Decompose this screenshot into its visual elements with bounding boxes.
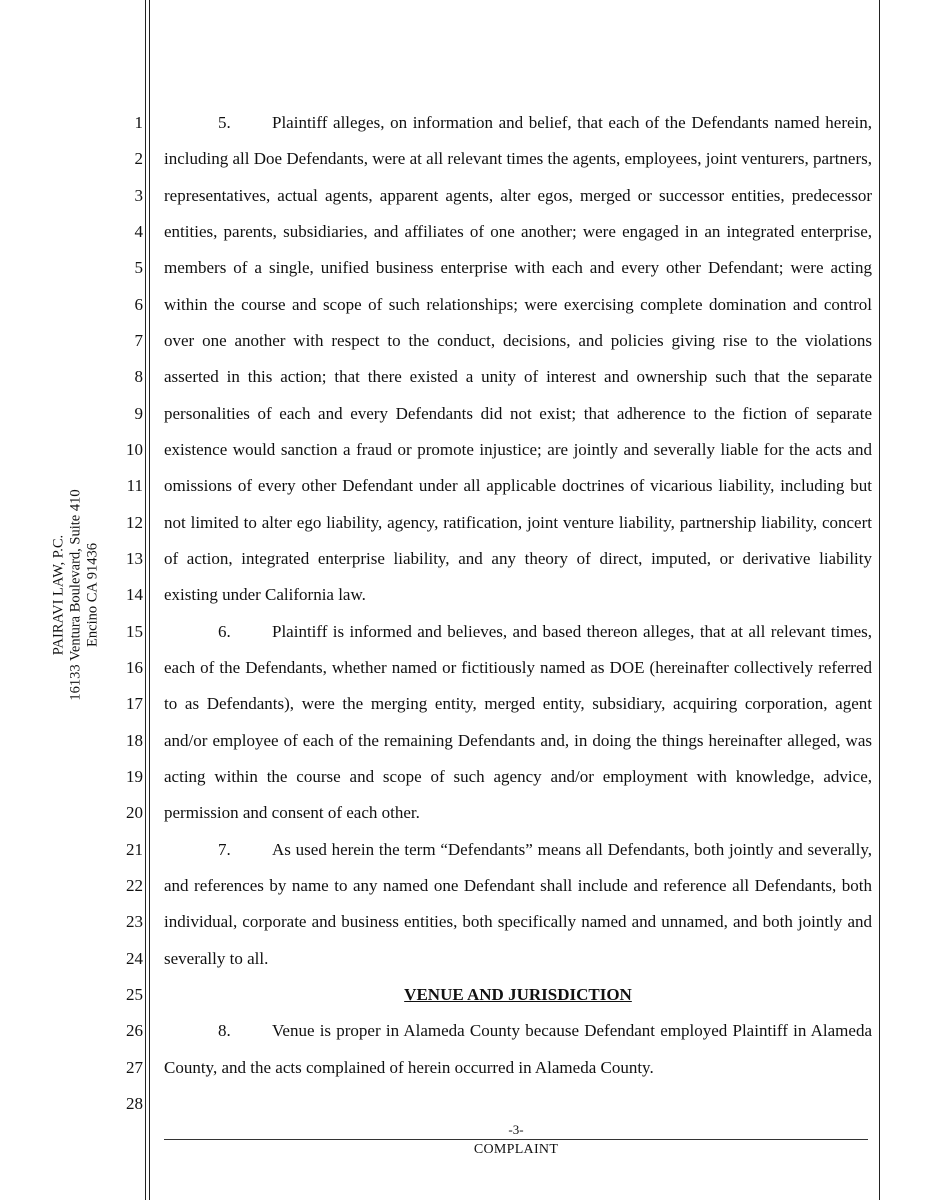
line-number: 19: [126, 766, 143, 786]
line-number: 8: [134, 367, 143, 387]
firm-name: PAIRAVI LAW, P.C.: [50, 534, 67, 656]
firm-city: Encino CA 91436: [84, 543, 101, 647]
paragraph-text: As used herein the term “Defendants” means all Defendants, both jointly and severally, and references by name to any named one Defendant shall include and reference all Defendants, both individual, corporate and business entities, both specifically named and unnamed, and both jointly and severally to all.: [164, 839, 872, 968]
right-margin-rule: [879, 0, 880, 1200]
line-number: 7: [134, 330, 143, 350]
paragraph-6: [164, 614, 872, 832]
line-number: 5: [134, 258, 143, 278]
paragraph-text: Venue is proper in Alameda County because Defendant employed Plaintiff in Alameda County, and the acts complained of herein occurred in Alameda County.: [164, 1021, 872, 1077]
line-number: 27: [126, 1057, 143, 1077]
footer-title: COMPLAINT: [473, 1142, 559, 1157]
line-number: 1: [134, 113, 143, 132]
paragraph-number: 7.: [218, 839, 231, 859]
line-number: 9: [134, 403, 143, 423]
section-heading: VENUE AND JURISDICTION: [404, 984, 632, 1004]
left-margin-rule-inner: [149, 0, 150, 1200]
line-number: 22: [126, 875, 143, 895]
line-number: 26: [126, 1021, 143, 1041]
line-number: 2: [134, 149, 143, 169]
complaint-body: [164, 105, 872, 1086]
line-number: 6: [134, 294, 143, 314]
line-number: 21: [126, 839, 143, 859]
line-number: 12: [126, 512, 143, 532]
line-number: 25: [126, 984, 143, 1004]
firm-address: 16133 Ventura Boulevard, Suite 410: [67, 489, 84, 701]
paragraph-number: 6.: [218, 621, 231, 641]
line-number: 3: [134, 185, 143, 205]
line-number: 18: [126, 730, 143, 750]
paragraph-number: 5.: [218, 113, 231, 132]
line-number: 20: [126, 803, 143, 823]
paragraph-text: Plaintiff alleges, on information and belief, that each of the Defendants named herein, including all Doe Defendants, were at all relevant times the agents, employees, joint venturers, partners, representatives, actual agents, apparent agents, alter egos, merged or successor entities, predecessor entities, parents, subsidiaries, and affiliates of one another; were engaged in an integrated enterprise, members of a single, unified business enterprise with each and every other Defendant; were acting within the course and scope of such relationships; were exercising complete domination and control over one another with respect to the conduct, decisions, and policies giving rise to the violations asserted in this action; that there existed a unity of interest and ownership such that the separate personalities of each and every Defendants did not exist; that adherence to the fiction of separate existence would sanction a fraud or promote injustice; are jointly and severally liable for the acts and omissions of every other Defendant under all applicable doctrines of vicarious liability, including but not limited to alter ego liability, agency, ratification, joint venture liability, partnership liability, concert of action, integrated enterprise liability, and any theory of direct, imputed, or derivative liability existing under California law.: [164, 113, 872, 605]
line-number: 10: [126, 439, 143, 459]
paragraph-8: [164, 1013, 872, 1086]
line-number: 28: [126, 1093, 143, 1113]
page-number: -3-: [508, 1122, 524, 1137]
firm-vertical-caption: [51, 489, 102, 700]
line-number: 16: [126, 657, 143, 677]
line-number: 17: [126, 694, 143, 714]
line-number: 11: [126, 476, 143, 496]
line-number: 14: [126, 585, 143, 605]
line-number: 4: [134, 221, 143, 241]
paragraph-5: [164, 105, 872, 614]
line-number: 15: [126, 621, 143, 641]
line-number: 23: [126, 912, 143, 932]
footer-rule: [164, 1139, 868, 1140]
paragraph-number: 8.: [218, 1021, 231, 1041]
paragraph-text: Plaintiff is informed and believes, and based thereon alleges, that at all relevant times, each of the Defendants, whether named or fictitiously named as DOE (hereinafter collectively referred to as Defendants), were the merging entity, merged entity, subsidiary, acquiring corporation, agent and/or employee of each of the remaining Defendants and, in doing the things hereinafter alleged, was acting within the course and scope of such agency and/or employment with knowledge, advice, permission and consent of each other.: [164, 621, 872, 823]
line-number: 13: [126, 548, 143, 568]
paragraph-7: [164, 832, 872, 977]
line-number: 24: [126, 948, 143, 968]
left-margin-rule: [145, 0, 146, 1200]
